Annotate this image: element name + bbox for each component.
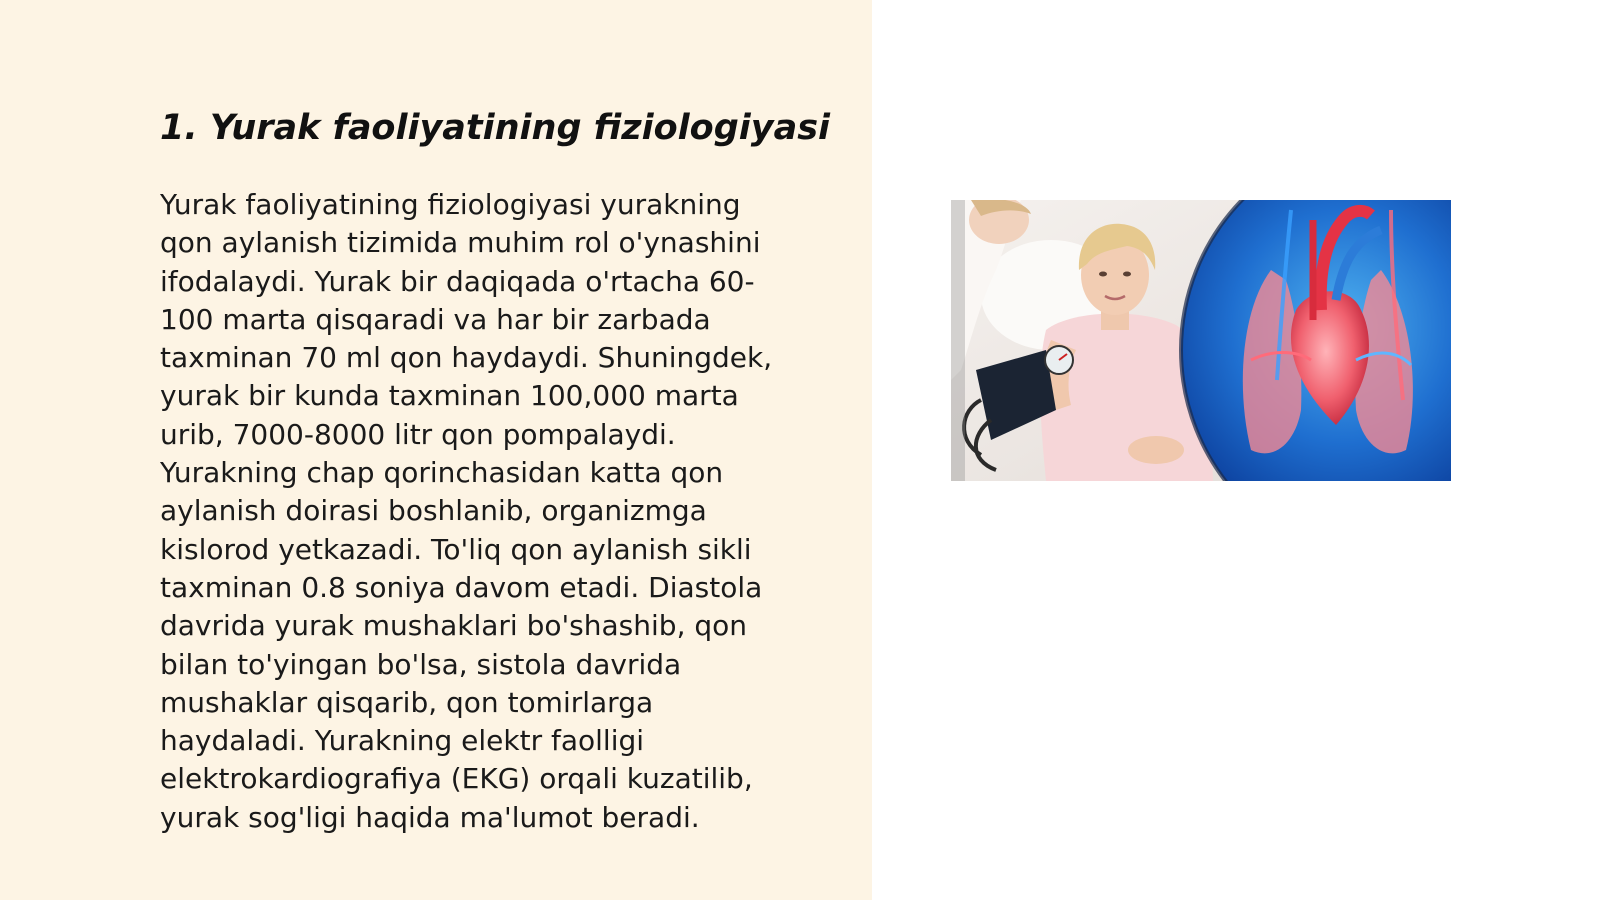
body-line: haydaladi. Yurakning elektr faolligi xyxy=(160,724,645,758)
anatomy-circle xyxy=(1181,200,1451,481)
edge-shadow xyxy=(951,200,965,481)
patient-eye-right xyxy=(1123,272,1131,277)
slide-title: 1. Yurak faoliyatining fiziologiyasi xyxy=(160,108,831,148)
body-paragraph xyxy=(160,186,822,837)
body-line: yurak sog'ligi haqida ma'lumot beradi. xyxy=(160,800,700,834)
body-line: 100 marta qisqaradi va har bir zarbada xyxy=(160,302,711,336)
body-line: yurak bir kunda taxminan 100,000 marta xyxy=(160,379,739,413)
body-line: aylanish doirasi boshlanib, organizmga xyxy=(160,494,707,528)
body-line: taxminan 0.8 soniya davom etadi. Diastola xyxy=(160,570,763,604)
body-line: ifodalaydi. Yurak bir daqiqada o'rtacha 60- xyxy=(160,264,755,298)
patient-eye-left xyxy=(1099,272,1107,277)
body-line: bilan to'yingan bo'lsa, sistola davrida xyxy=(160,647,682,681)
body-line: elektrokardiografiya (EKG) orqali kuzatilib, xyxy=(160,762,753,796)
body-line: taxminan 70 ml qon haydaydi. Shuningdek, xyxy=(160,341,773,375)
body-line: kislorod yetkazadi. To'liq qon aylanish sikli xyxy=(160,532,752,566)
body-line: urib, 7000-8000 litr qon pompalaydi. xyxy=(160,417,676,451)
body-line: mushaklar qisqarib, qon tomirlarga xyxy=(160,685,654,719)
body-line: Yurakning chap qorinchasidan katta qon xyxy=(160,456,724,490)
body-line: qon aylanish tizimida muhim rol o'ynashini xyxy=(160,226,761,260)
illustration-svg xyxy=(951,200,1451,481)
body-line: Yurak faoliyatining fiziologiyasi yurakning xyxy=(160,188,741,221)
patient-hand xyxy=(1128,436,1184,464)
body-line: davrida yurak mushaklari bo'shashib, qon xyxy=(160,609,748,643)
heart-blood-pressure-image xyxy=(951,200,1451,481)
